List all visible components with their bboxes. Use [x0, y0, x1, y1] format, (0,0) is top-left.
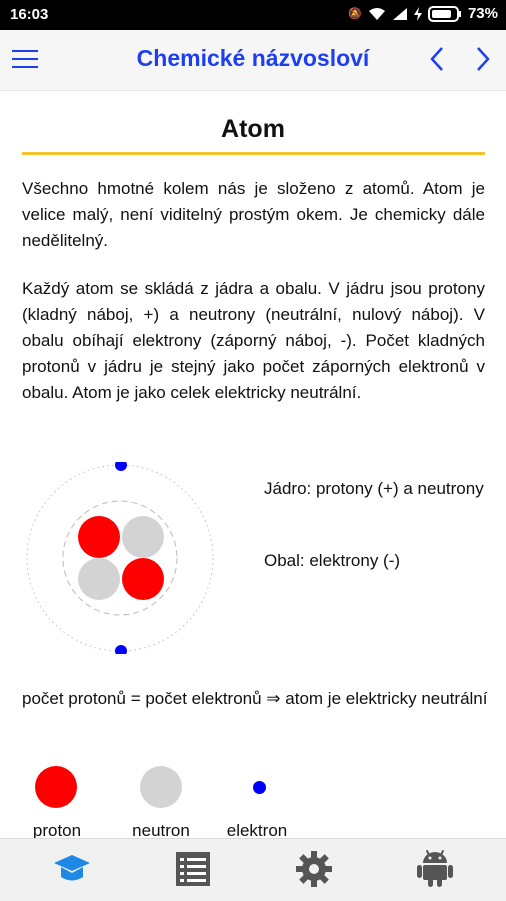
neutron-swatch — [140, 766, 182, 808]
battery-icon — [428, 6, 462, 22]
status-bar — [0, 0, 506, 30]
tab-list[interactable] — [171, 849, 215, 889]
paragraph-structure: Každý atom se skládá z jádra a obalu. V jádru jsou protony (kladný náboj, +) a neutrony (neutrální, nulový náboj). V obalu obíhají elektrony (záporný náboj, -). Počet kladných protonů v jádru je stejný jako počet záporných elektronů v obalu. Atom je jako celek elektricky neutrální. — [22, 279, 485, 402]
chevron-left-icon[interactable] — [426, 44, 448, 74]
key-electron-label: elektron — [226, 821, 288, 838]
proton-swatch — [35, 766, 77, 808]
electron — [115, 462, 127, 471]
bottom-navigation — [0, 838, 506, 901]
graduation-cap-icon — [52, 851, 92, 887]
battery-percent: 73% — [467, 5, 498, 22]
tab-learn[interactable] — [50, 849, 94, 889]
tab-about[interactable] — [413, 849, 457, 889]
atom-diagram — [25, 462, 215, 654]
legend-shell: Obal: elektrony (-) — [264, 551, 401, 570]
signal-icon — [392, 7, 408, 21]
charging-icon — [414, 7, 422, 21]
gear-icon — [295, 850, 333, 888]
title-underline — [22, 152, 485, 155]
bell-off-icon: 🔕 — [348, 8, 362, 20]
key-proton-label: proton — [32, 821, 82, 838]
status-icons — [348, 5, 498, 22]
article-content — [0, 91, 506, 838]
neutron — [122, 516, 164, 558]
wifi-icon — [368, 7, 386, 21]
key-neutron-label: neutron — [132, 821, 190, 838]
key-proton — [0, 766, 117, 838]
neutron — [78, 558, 120, 600]
neutrality-equation: počet protonů = počet elektronů ⇒ atom je elektricky neutrální — [22, 689, 488, 708]
app-bar — [0, 30, 506, 91]
app-title: Chemické názvosloví — [136, 45, 370, 71]
nucleus-boundary — [63, 501, 177, 615]
tab-settings[interactable] — [292, 849, 336, 889]
paragraph-intro: Všechno hmotné kolem nás je složeno z atomů. Atom je velice malý, není viditelný prostým okem. Je chemicky dále nedělitelný. — [22, 179, 485, 250]
chevron-right-icon[interactable] — [472, 44, 494, 74]
electron-orbit — [27, 465, 213, 651]
key-electron — [197, 766, 317, 838]
android-icon — [417, 850, 453, 888]
proton — [122, 558, 164, 600]
list-icon — [174, 850, 212, 888]
electron — [115, 645, 127, 654]
electron-swatch — [253, 781, 266, 794]
legend-nucleus: Jádro: protony (+) a neutrony — [264, 479, 484, 498]
article-title: Atom — [221, 115, 285, 143]
status-time: 16:03 — [10, 6, 49, 23]
proton — [78, 516, 120, 558]
